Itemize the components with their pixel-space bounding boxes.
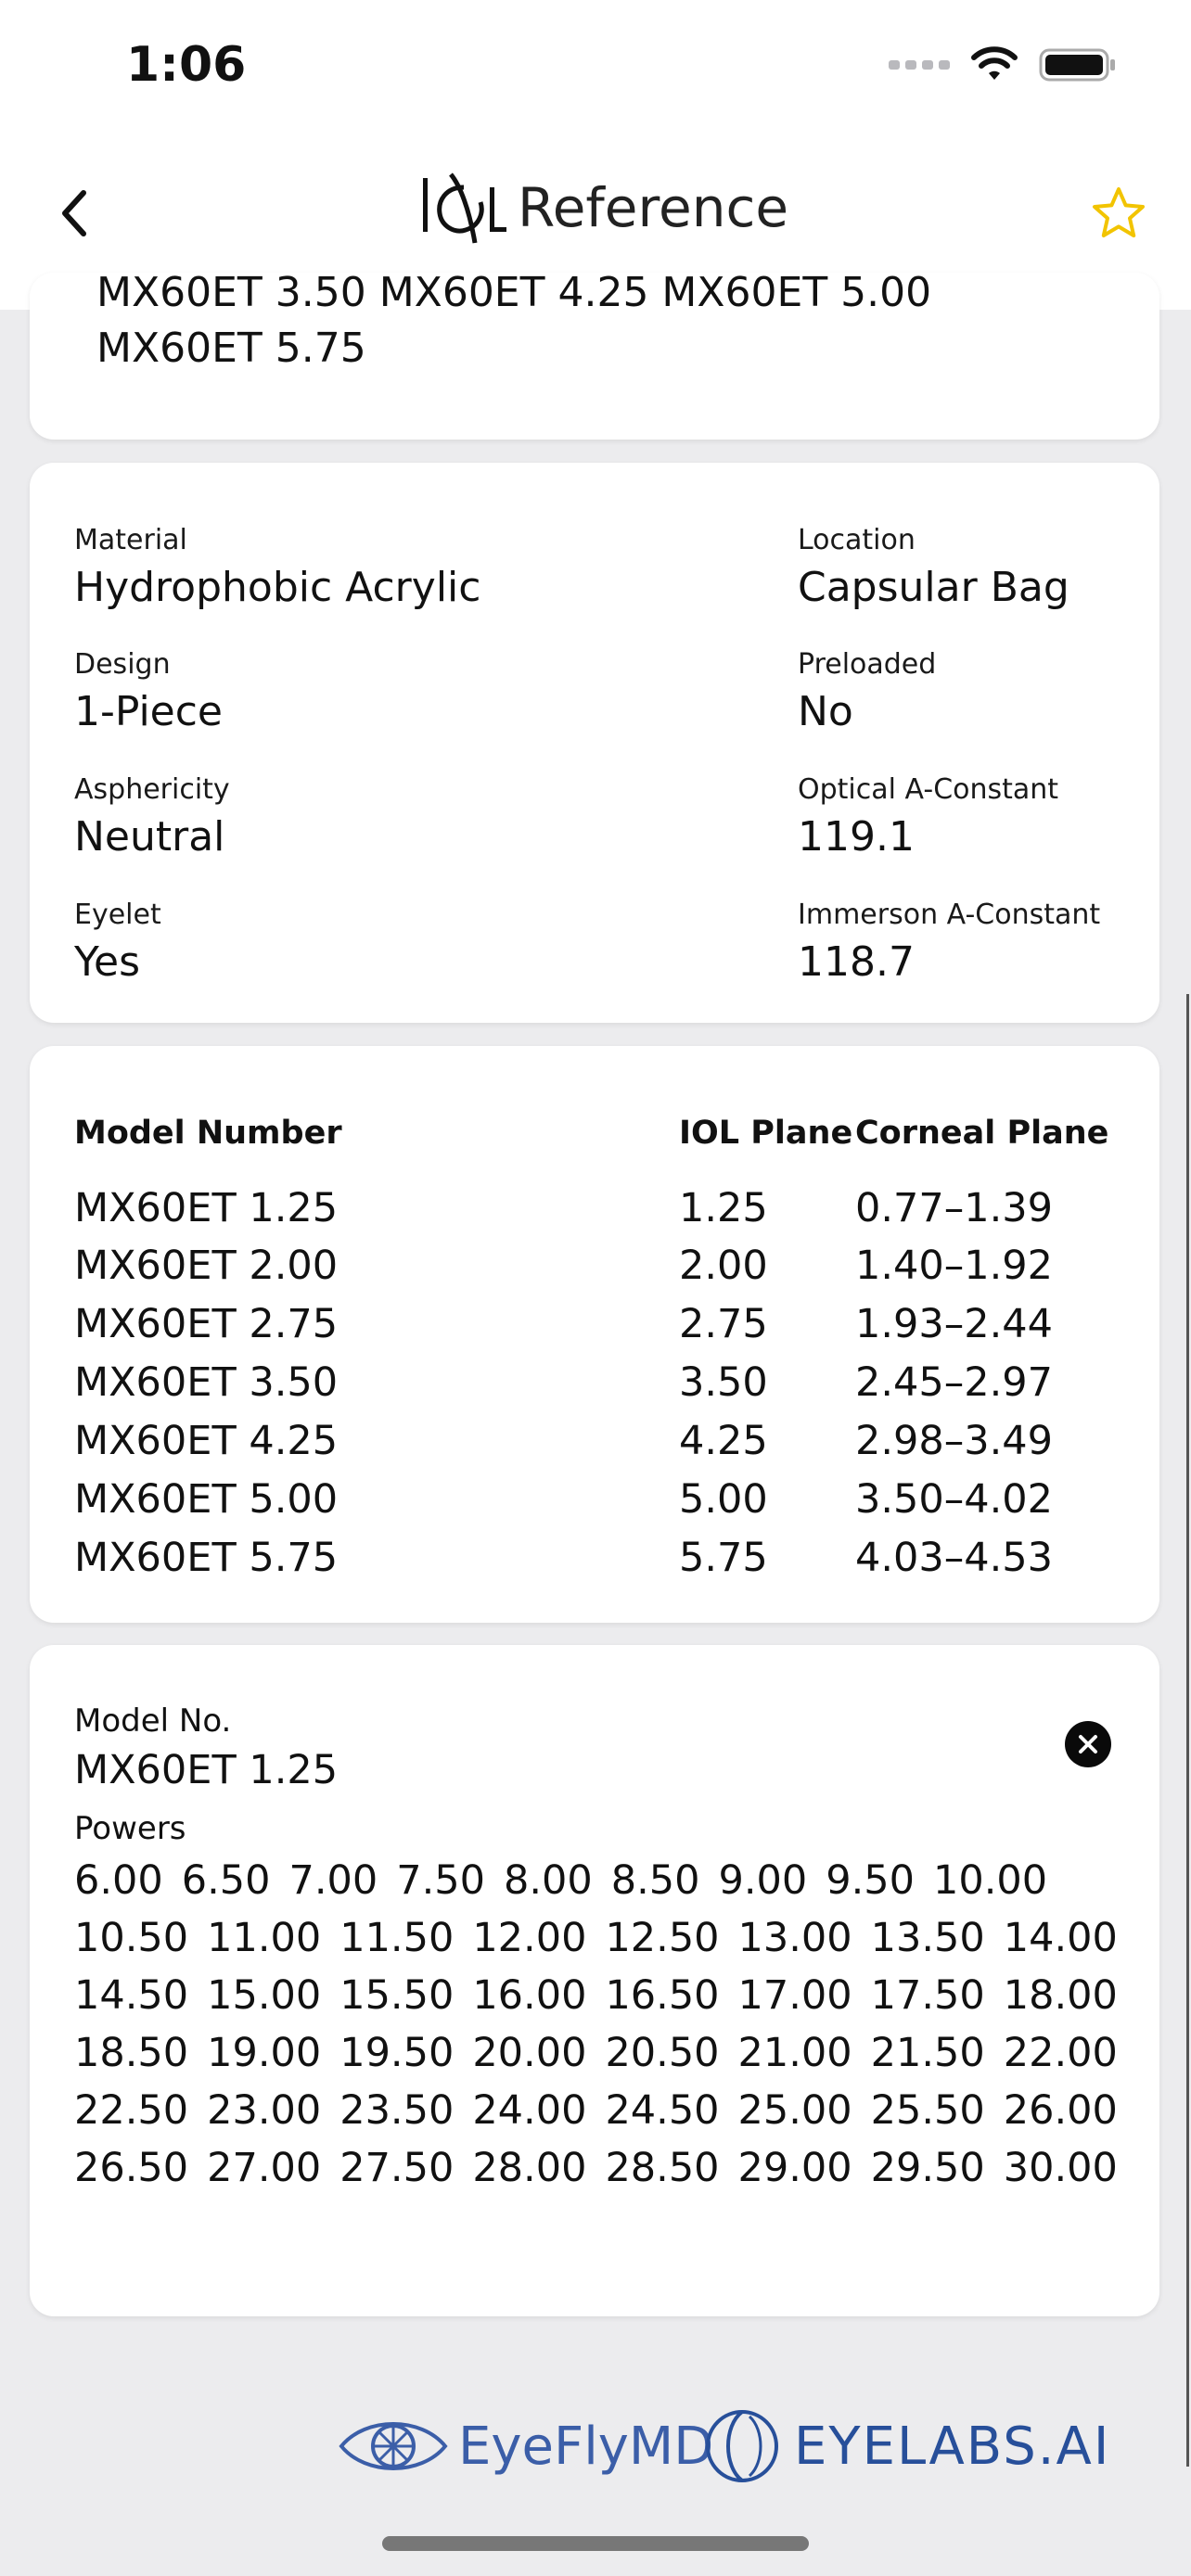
battery-icon xyxy=(1039,46,1117,83)
cell-corneal-plane: 2.45–2.97 xyxy=(855,1359,1053,1406)
eyeflymd-logo xyxy=(338,2409,713,2483)
spec-design xyxy=(74,648,223,735)
power-value: 27.00 xyxy=(207,2145,322,2191)
cell-model: MX60ET 2.75 xyxy=(74,1301,339,1347)
power-value: 11.50 xyxy=(339,1915,455,1961)
power-value: 14.50 xyxy=(74,1972,189,2019)
power-value: 8.00 xyxy=(504,1857,593,1904)
status-bar xyxy=(0,0,1191,139)
power-value: 12.50 xyxy=(605,1915,720,1961)
spec-label: Location xyxy=(798,524,916,556)
power-value: 27.50 xyxy=(339,2145,455,2191)
table-row[interactable] xyxy=(30,1301,1159,1358)
spec-label: Immerson A-Constant xyxy=(798,899,1101,931)
close-icon xyxy=(1078,1734,1098,1754)
spec-eyelet xyxy=(74,899,161,986)
powers-list xyxy=(74,1856,1132,2192)
cell-iol-plane: 2.75 xyxy=(679,1301,768,1347)
cell-corneal-plane: 4.03–4.53 xyxy=(855,1535,1053,1581)
power-value: 12.00 xyxy=(472,1915,587,1961)
spec-material xyxy=(74,524,480,611)
close-button[interactable] xyxy=(1065,1721,1111,1767)
cell-iol-plane: 3.50 xyxy=(679,1359,768,1406)
power-value: 16.00 xyxy=(472,1972,587,2019)
footer-logos xyxy=(0,2387,1191,2498)
cell-model: MX60ET 1.25 xyxy=(74,1185,339,1231)
power-value: 9.50 xyxy=(826,1857,915,1904)
table-row[interactable] xyxy=(30,1359,1159,1417)
model-list-card xyxy=(30,269,1159,440)
cell-model: MX60ET 5.75 xyxy=(74,1535,339,1581)
power-value: 26.00 xyxy=(1003,2087,1118,2134)
cell-iol-plane: 1.25 xyxy=(679,1185,768,1231)
power-value: 22.00 xyxy=(1003,2030,1118,2076)
power-value: 19.50 xyxy=(339,2030,455,2076)
spec-location xyxy=(798,524,1069,611)
power-value: 6.00 xyxy=(74,1857,163,1904)
chevron-left-icon xyxy=(56,185,93,241)
power-value: 11.00 xyxy=(207,1915,322,1961)
cell-corneal-plane: 2.98–3.49 xyxy=(855,1418,1053,1464)
spec-value: Hydrophobic Acrylic xyxy=(74,564,481,611)
power-value: 9.00 xyxy=(718,1857,808,1904)
favorite-button[interactable] xyxy=(1082,176,1156,250)
power-value: 28.00 xyxy=(472,2145,587,2191)
power-value: 23.50 xyxy=(339,2087,455,2134)
scrollbar[interactable] xyxy=(1186,994,1189,2467)
power-value: 23.00 xyxy=(207,2087,322,2134)
power-value: 20.50 xyxy=(605,2030,720,2076)
table-row[interactable] xyxy=(30,1243,1159,1300)
power-value: 25.50 xyxy=(870,2087,985,2134)
table-row[interactable] xyxy=(30,1535,1159,1592)
power-value: 7.50 xyxy=(396,1857,485,1904)
power-value: 18.00 xyxy=(1003,1972,1118,2019)
power-value: 8.50 xyxy=(610,1857,700,1904)
power-value: 10.50 xyxy=(74,1915,189,1961)
table-header-corneal-plane: Corneal Plane xyxy=(855,1115,1109,1152)
eye-icon xyxy=(338,2409,449,2483)
cell-iol-plane: 5.75 xyxy=(679,1535,768,1581)
power-value: 19.00 xyxy=(207,2030,322,2076)
model-list-partial-row: MX60ET 3.50 MX60ET 4.25 MX60ET 5.00 xyxy=(96,269,932,316)
power-value: 15.50 xyxy=(339,1972,455,2019)
cell-iol-plane: 2.00 xyxy=(679,1243,768,1289)
model-no-label: Model No. xyxy=(74,1702,232,1740)
model-list-row: MX60ET 5.75 xyxy=(96,325,366,372)
status-time: 1:06 xyxy=(126,37,247,93)
spec-value: 1-Piece xyxy=(74,688,223,735)
table-header-iol-plane: IOL Plane xyxy=(679,1115,853,1152)
cell-iol-plane: 4.25 xyxy=(679,1418,768,1464)
model-detail-card xyxy=(30,1645,1159,2316)
power-value: 17.00 xyxy=(737,1972,852,2019)
spec-value: Yes xyxy=(74,938,141,986)
power-value: 22.50 xyxy=(74,2087,189,2134)
power-value: 17.50 xyxy=(870,1972,985,2019)
cell-model: MX60ET 4.25 xyxy=(74,1418,339,1464)
model-no-value: MX60ET 1.25 xyxy=(74,1747,339,1793)
cell-iol-plane: 5.00 xyxy=(679,1476,768,1523)
iol-logo-icon xyxy=(417,169,506,247)
spec-optical-a-constant xyxy=(798,773,1058,861)
power-value: 15.00 xyxy=(207,1972,322,2019)
nav-title: Reference xyxy=(518,176,789,239)
spec-label: Preloaded xyxy=(798,648,937,681)
eyeball-icon xyxy=(703,2407,781,2485)
table-row[interactable] xyxy=(30,1185,1159,1243)
cell-model: MX60ET 5.00 xyxy=(74,1476,339,1523)
cell-corneal-plane: 3.50–4.02 xyxy=(855,1476,1053,1523)
spec-value: 118.7 xyxy=(798,938,915,986)
power-value: 13.00 xyxy=(737,1915,852,1961)
cell-corneal-plane: 0.77–1.39 xyxy=(855,1185,1053,1231)
power-value: 30.00 xyxy=(1003,2145,1118,2191)
spec-label: Optical A-Constant xyxy=(798,773,1059,806)
power-value: 24.50 xyxy=(605,2087,720,2134)
spec-label: Eyelet xyxy=(74,899,161,931)
spec-label: Material xyxy=(74,524,187,556)
power-value: 26.50 xyxy=(74,2145,189,2191)
power-value: 25.00 xyxy=(737,2087,852,2134)
eyelabs-text: EYELABS.AI xyxy=(794,2416,1111,2477)
star-icon xyxy=(1089,184,1148,243)
power-value: 29.00 xyxy=(737,2145,852,2191)
power-value: 7.00 xyxy=(288,1857,378,1904)
power-value: 24.00 xyxy=(472,2087,587,2134)
cell-corneal-plane: 1.40–1.92 xyxy=(855,1243,1053,1289)
power-value: 29.50 xyxy=(870,2145,985,2191)
eyelabs-logo xyxy=(703,2407,1110,2485)
cellular-signal-icon xyxy=(889,60,950,70)
power-value: 28.50 xyxy=(605,2145,720,2191)
spec-value: No xyxy=(798,688,853,735)
power-value: 10.00 xyxy=(933,1857,1048,1904)
table-header-model: Model Number xyxy=(74,1115,342,1152)
power-value: 21.00 xyxy=(737,2030,852,2076)
model-table-card xyxy=(30,1046,1159,1623)
eyeflymd-text: EyeFlyMD xyxy=(458,2416,714,2477)
home-indicator[interactable] xyxy=(382,2536,809,2551)
cell-model: MX60ET 2.00 xyxy=(74,1243,339,1289)
status-icons xyxy=(889,46,1117,83)
spec-label: Asphericity xyxy=(74,773,230,806)
content-scroll[interactable] xyxy=(0,269,1191,2576)
cell-corneal-plane: 1.93–2.44 xyxy=(855,1301,1053,1347)
powers-label: Powers xyxy=(74,1810,186,1847)
wifi-icon xyxy=(970,46,1018,83)
specs-card xyxy=(30,463,1159,1023)
spec-value: Neutral xyxy=(74,813,225,861)
spec-asphericity xyxy=(74,773,230,861)
table-row[interactable] xyxy=(30,1476,1159,1534)
spec-value: 119.1 xyxy=(798,813,915,861)
power-value: 21.50 xyxy=(870,2030,985,2076)
cell-model: MX60ET 3.50 xyxy=(74,1359,339,1406)
app-logo xyxy=(417,169,788,247)
spec-immerson-a-constant xyxy=(798,899,1100,986)
power-value: 18.50 xyxy=(74,2030,189,2076)
back-button[interactable] xyxy=(37,176,111,250)
power-value: 6.50 xyxy=(181,1857,271,1904)
power-value: 20.00 xyxy=(472,2030,587,2076)
table-row[interactable] xyxy=(30,1418,1159,1475)
spec-label: Design xyxy=(74,648,171,681)
power-value: 14.00 xyxy=(1003,1915,1118,1961)
power-value: 13.50 xyxy=(870,1915,985,1961)
spec-value: Capsular Bag xyxy=(798,564,1069,611)
power-value: 16.50 xyxy=(605,1972,720,2019)
spec-preloaded xyxy=(798,648,936,735)
